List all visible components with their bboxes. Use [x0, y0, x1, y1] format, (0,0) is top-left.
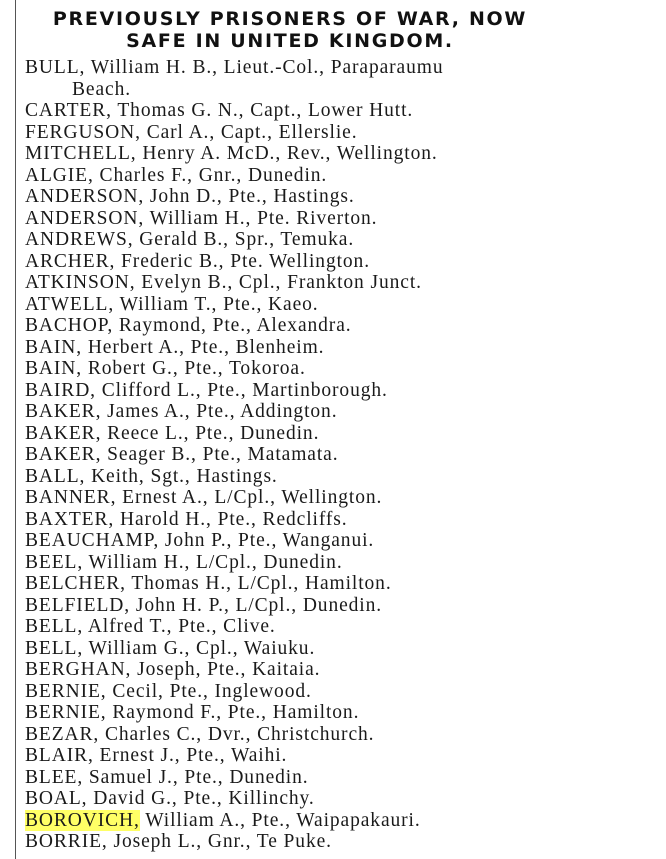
list-item: [0, 294, 666, 316]
entry-line: [0, 401, 666, 423]
entry-line: [0, 444, 666, 466]
list-item: [0, 788, 666, 810]
list-item: [0, 659, 666, 681]
entry-surname: ANDREWS,: [25, 229, 134, 250]
entry-line: [0, 724, 666, 746]
list-item: [0, 272, 666, 294]
entry-surname: BANNER,: [25, 487, 117, 508]
entry-details: Samuel J., Pte., Dunedin.: [83, 766, 309, 788]
entry-details: James A., Pte., Addington.: [101, 401, 338, 422]
entry-line: [0, 487, 666, 509]
entry-surname: BLAIR,: [25, 745, 94, 766]
entry-line: [0, 358, 666, 380]
entry-line: [0, 810, 666, 832]
entry-surname: BOAL,: [25, 788, 88, 809]
list-item: [0, 315, 666, 337]
entry-details: William H., Pte. Riverton.: [144, 207, 378, 229]
list-item: [0, 143, 666, 165]
list-item: [0, 208, 666, 230]
prisoner-list: [0, 57, 666, 853]
entry-line: [0, 831, 666, 853]
list-item: [0, 466, 666, 488]
entry-details: Harold H., Pte., Redcliffs.: [114, 508, 348, 530]
list-item: [0, 186, 666, 208]
list-item: [0, 616, 666, 638]
entry-line: [0, 552, 666, 574]
entry-line: [0, 616, 666, 638]
entry-details: Raymond, Pte., Alexandra.: [113, 315, 352, 336]
entry-details: Herbert A., Pte., Blenheim.: [82, 336, 325, 358]
highlighted-surname: BOROVICH,: [25, 809, 140, 831]
entry-details: Charles C., Dvr., Christchurch.: [99, 723, 375, 745]
entry-line: [0, 100, 666, 122]
entry-line: [0, 143, 666, 165]
entry-details: Joseph L., Gnr., Te Puke.: [107, 831, 332, 852]
list-item: [0, 509, 666, 531]
entry-details: Ernest A., L/Cpl., Wellington.: [116, 487, 383, 508]
entry-surname: BAIRD,: [25, 379, 96, 401]
entry-line: [0, 315, 666, 337]
entry-details: Gerald B., Spr., Temuka.: [133, 229, 355, 250]
entry-surname: ANDERSON,: [25, 207, 145, 229]
entry-line: [0, 208, 666, 230]
list-item: [0, 573, 666, 595]
entry-details: Keith, Sgt., Hastings.: [85, 465, 278, 487]
list-item: [0, 552, 666, 574]
entry-details: Alfred T., Pte., Clive.: [83, 616, 276, 637]
entry-surname: BAXTER,: [25, 508, 115, 530]
list-item: [0, 423, 666, 445]
entry-surname: BORRIE,: [25, 831, 108, 852]
entry-surname: BLEE,: [25, 766, 84, 788]
list-item: [0, 487, 666, 509]
entry-line: [0, 745, 666, 767]
entry-line: [0, 702, 666, 724]
entry-line: [0, 122, 666, 144]
entry-surname: BAIN,: [25, 336, 83, 358]
entry-surname: ALGIE,: [25, 164, 94, 186]
list-item: [0, 638, 666, 660]
entry-details: Cecil, Pte., Inglewood.: [106, 680, 312, 702]
entry-details: William H., L/Cpl., Dunedin.: [83, 551, 343, 573]
entry-details: John D., Pte., Hastings.: [144, 186, 355, 207]
entry-surname: ATWELL,: [25, 293, 115, 315]
entry-details: Ernest J., Pte., Waihi.: [93, 745, 288, 766]
entry-surname: BEZAR,: [25, 723, 100, 745]
entry-details: John H. P., L/Cpl., Dunedin.: [130, 594, 383, 616]
list-item: [0, 57, 666, 100]
list-item: [0, 165, 666, 187]
entry-surname: ATKINSON,: [25, 272, 136, 293]
entry-details: Carl A., Capt., Ellerslie.: [140, 121, 358, 143]
entry-line: [0, 595, 666, 617]
entry-line: [0, 767, 666, 789]
entry-surname: BELCHER,: [25, 573, 126, 594]
entry-surname: ANDERSON,: [25, 186, 145, 207]
entry-details: Evelyn B., Cpl., Frankton Junct.: [135, 272, 422, 293]
entry-line: [0, 423, 666, 445]
list-item: [0, 100, 666, 122]
list-item: [0, 530, 666, 552]
entry-details: Joseph, Pte., Kaitaia.: [131, 659, 321, 680]
entry-line: [0, 165, 666, 187]
entry-line: [0, 272, 666, 294]
entry-surname: BAKER,: [25, 444, 102, 465]
entry-surname: BULL,: [25, 57, 86, 78]
list-item: [0, 380, 666, 402]
entry-details: Clifford L., Pte., Martinborough.: [95, 379, 388, 401]
entry-details: Reece L., Pte., Dunedin.: [101, 422, 320, 444]
entry-surname: BERNIE,: [25, 702, 107, 723]
entry-line: [0, 573, 666, 595]
entry-surname: FERGUSON,: [25, 121, 141, 143]
entry-details: Charles F., Gnr., Dunedin.: [93, 164, 328, 186]
entry-surname: BELFIELD,: [25, 594, 131, 616]
entry-line: [0, 466, 666, 488]
entry-surname: MITCHELL,: [25, 143, 137, 164]
entry-details: Frederic B., Pte. Wellington.: [115, 250, 370, 272]
entry-details: David G., Pte., Killinchy.: [87, 788, 315, 809]
entry-line: [0, 530, 666, 552]
entry-surname: BACHOP,: [25, 315, 114, 336]
list-item: [0, 595, 666, 617]
entry-details: Henry A. McD., Rev., Wellington.: [136, 143, 438, 164]
list-item: [0, 745, 666, 767]
list-item: [0, 122, 666, 144]
entry-line: [0, 638, 666, 660]
entry-surname: BAKER,: [25, 422, 102, 444]
entry-line: [0, 186, 666, 208]
heading-line-1: PREVIOUSLY PRISONERS OF WAR, NOW: [52, 8, 528, 30]
list-item: [0, 444, 666, 466]
entry-surname: BELL,: [25, 616, 84, 637]
list-item: [0, 810, 666, 832]
entry-line: [0, 788, 666, 810]
entry-surname: BAIN,: [25, 358, 83, 379]
entry-line: [0, 294, 666, 316]
entry-surname: BEEL,: [25, 551, 84, 573]
list-item: [0, 337, 666, 359]
entry-surname: BERNIE,: [25, 680, 107, 702]
entry-details: Raymond F., Pte., Hamilton.: [106, 702, 360, 723]
entry-surname: BERGHAN,: [25, 659, 132, 680]
entry-details: William H. B., Lieut.-Col., Paraparaumu: [85, 57, 444, 78]
entry-line: [0, 509, 666, 531]
entry-surname: BAKER,: [25, 401, 102, 422]
list-item: [0, 681, 666, 703]
entry-details: John P., Pte., Wanganui.: [159, 530, 375, 551]
entry-line: [0, 57, 666, 79]
entry-details: Robert G., Pte., Tokoroa.: [82, 358, 306, 379]
list-item: [0, 702, 666, 724]
list-item: [0, 724, 666, 746]
entry-surname: BELL,: [25, 637, 84, 659]
entry-details: Thomas H., L/Cpl., Hamilton.: [125, 573, 392, 594]
entry-line: [0, 337, 666, 359]
entry-line: [0, 229, 666, 251]
entry-line: [0, 681, 666, 703]
entry-line: [0, 659, 666, 681]
entry-details: Seager B., Pte., Matamata.: [101, 444, 339, 465]
entry-line: [0, 380, 666, 402]
list-item: [0, 767, 666, 789]
entry-continuation: Beach.: [72, 78, 131, 100]
entry-details: William G., Cpl., Waiuku.: [83, 637, 316, 659]
list-item: [0, 251, 666, 273]
entry-surname: ARCHER,: [25, 250, 116, 272]
entry-surname: BALL,: [25, 465, 86, 487]
entry-details: Thomas G. N., Capt., Lower Hutt.: [111, 100, 414, 121]
list-item: [0, 358, 666, 380]
entry-details: William A., Pte., Waipapakauri.: [139, 809, 421, 831]
entry-surname: CARTER,: [25, 100, 112, 121]
list-item: [0, 831, 666, 853]
list-item: [0, 401, 666, 423]
entry-line: [0, 251, 666, 273]
heading-line-2: SAFE IN UNITED KINGDOM.: [126, 30, 454, 52]
entry-details: William T., Pte., Kaeo.: [114, 293, 319, 315]
entry-surname: BEAUCHAMP,: [25, 530, 160, 551]
list-item: [0, 229, 666, 251]
